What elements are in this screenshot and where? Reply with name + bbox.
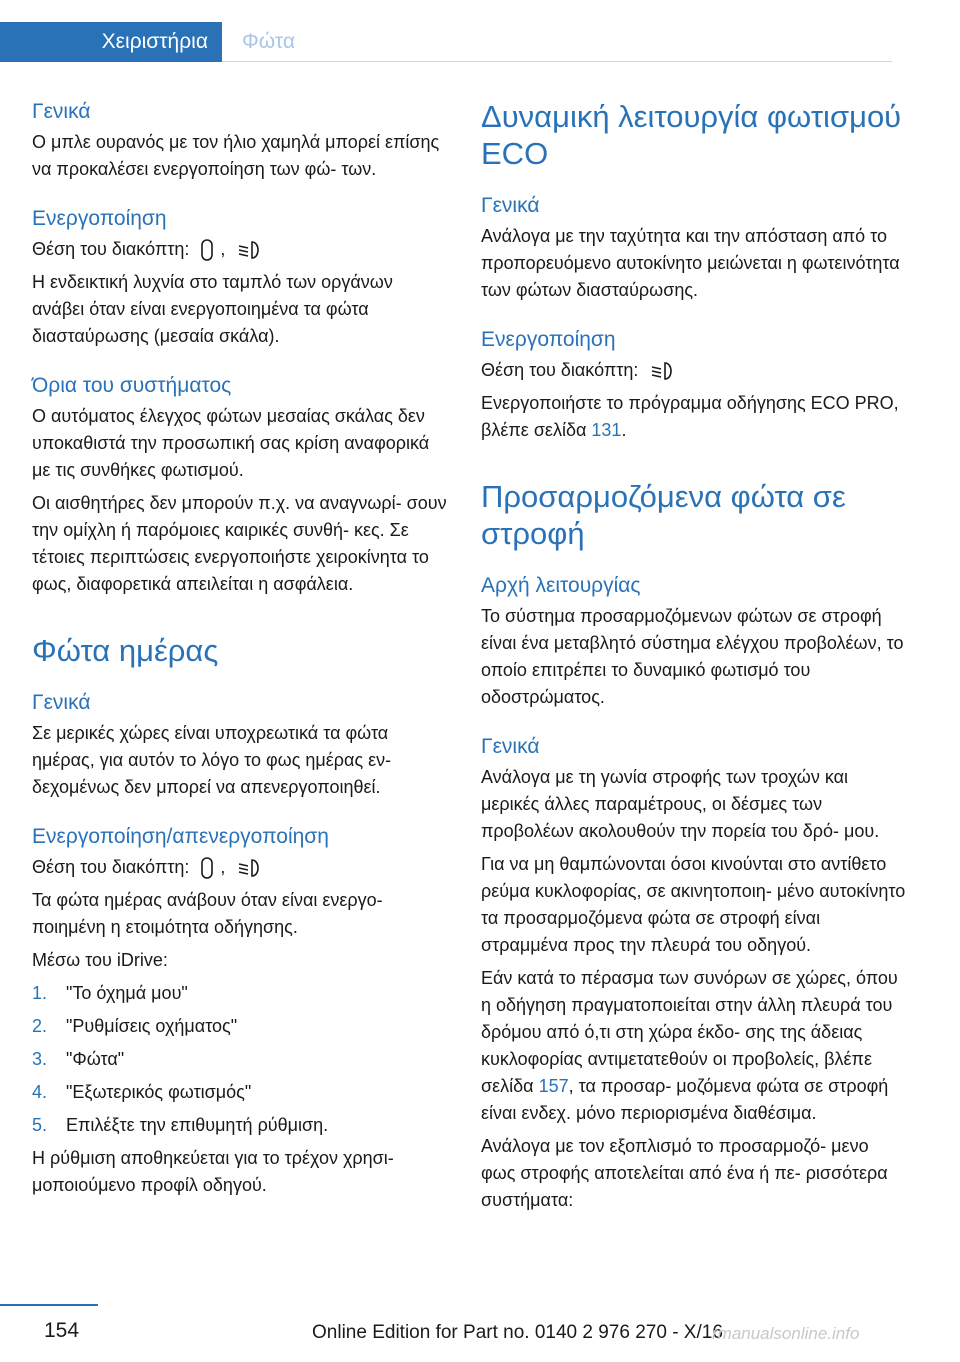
list-item: 5. Επιλέξτε την επιθυμητή ρύθμιση. [32,1115,329,1135]
tab-controls[interactable]: Χειριστήρια [0,22,222,62]
paragraph: Σε μερικές χώρες είναι υποχρεωτικά τα φώτα ημέρας, για αυτόν το λόγο το φως ημέρας εν‐ δεχομένως δεν μπορεί να απενεργοποιηθεί. [32,723,392,797]
page-link-157[interactable]: 157 [538,1076,569,1096]
subheading-principle: Αρχή λειτουργίας [481,574,641,597]
page-link-131[interactable]: 131 [591,420,622,440]
paragraph: Ο μπλε ουρανός με τον ήλιο χαμηλά μπορεί επίσης να προκαλέσει ενεργοποίηση των φώ‐ των. [32,132,440,179]
paragraph: Ενεργοποιήστε το πρόγραμμα οδήγησης ECO PRO, βλέπε σελίδα 131. [481,393,899,440]
subheading-system-limits: Όρια του συστήματος [32,374,232,397]
auto-light-icon [200,239,214,261]
paragraph: Η ενδεικτική λυχνία στο ταμπλό των οργάνων ανάβει όταν είναι ενεργοποιημένα τα φώτα διασταύρωσης (μεσαία σκάλα). [32,272,393,346]
edition-note: Online Edition for Part no. 0140 2 976 270 - X/16 [312,1322,723,1343]
switch-position-line: Θέση του διακόπτη: , [32,236,450,263]
paragraph: Μέσω του iDrive: [32,950,168,970]
section-title-adaptive-lights: Προσαρμοζόμενα φώτα σε στροφή [481,479,846,551]
subheading-general: Γενικά [32,691,91,714]
list-item: 4. "Εξωτερικός φωτισμός" [32,1082,252,1102]
subheading-activation: Ενεργοποίηση [32,207,167,230]
paragraph: Οι αισθητήρες δεν μπορούν π.χ. να αναγνωρί‐ σουν την ομίχλη ή παρόμοιες καιρικές συνθή‐ κες. Σε τέτοιες περιπτώσεις ενεργοποιήστε χειροκίνητα το φως, διαφορετικά απειλείται η ασφάλεια. [32,493,447,594]
idrive-steps-list [32,980,450,1139]
subheading-general: Γενικά [32,100,91,123]
subheading-activation-deactivation: Ενεργοποίηση/απενεργοποίηση [32,825,329,848]
header-divider [222,61,892,62]
switch-position-line: Θέση του διακόπτη: [481,357,906,384]
paragraph: Ανάλογα με τον εξοπλισμό το προσαρμοζό‐ μενο φως στροφής αποτελείται από ένα ή πε‐ ρισσότερα συστήματα: [481,1136,888,1210]
low-beam-icon [236,238,264,262]
switch-position-line: Θέση του διακόπτη: , [32,854,450,881]
subheading-activation: Ενεργοποίηση [481,328,616,351]
left-column [32,98,450,1205]
list-item: 3. "Φώτα" [32,1049,125,1069]
page-number: 154 [44,1319,80,1342]
subheading-general: Γενικά [481,735,540,758]
low-beam-icon [649,359,677,383]
paragraph: Ανάλογα με την ταχύτητα και την απόσταση από το προπορευόμενο αυτοκίνητο μειώνεται η φωτεινότητα των φώτων διασταύρωσης. [481,226,900,300]
paragraph: Τα φώτα ημέρας ανάβουν όταν είναι ενεργο‐ ποιημένη η ετοιμότητα οδήγησης. [32,890,383,937]
auto-light-icon [200,857,214,879]
right-column [481,98,906,1220]
list-item: 2. "Ρυθμίσεις οχήματος" [32,1016,238,1036]
footer-divider [0,1304,98,1306]
tab-lights[interactable]: Φώτα [242,30,295,53]
paragraph: Το σύστημα προσαρμοζόμενων φώτων σε στροφή είναι ένα μεταβλητό σύστημα ελέγχου προβολέων, το οποίο επιτρέπει το δυναμικό φωτισμό του οδοστρώματος. [481,606,904,707]
section-title-eco-lighting: Δυναμική λειτουργία φωτισμού ECO [481,99,902,171]
section-title-daytime-lights: Φώτα ημέρας [32,633,219,668]
subheading-general: Γενικά [481,194,540,217]
paragraph: Ανάλογα με τη γωνία στροφής των τροχών και μερικές άλλες παραμέτρους, οι δέσμες των προβολέων ακολουθούν την πορεία του δρό‐ μου. [481,767,880,841]
page-header [0,0,960,62]
watermark: rmanualsonline.info [712,1324,860,1343]
paragraph: Η ρύθμιση αποθηκεύεται για το τρέχον χρησι‐ μοποιούμενο προφίλ οδηγού. [32,1148,394,1195]
list-item: 1. "Το όχημά μου" [32,983,188,1003]
paragraph: Για να μη θαμπώνονται όσοι κινούνται στο αντίθετο ρεύμα κυκλοφορίας, σε ακινητοποιη‐ μένο αυτοκίνητο τα προσαρμοζόμενα φώτα σε στροφή είναι στραμμένα προς την πλευρά του οδηγού. [481,854,906,955]
low-beam-icon [236,856,264,880]
paragraph: Ο αυτόματος έλεγχος φώτων μεσαίας σκάλας δεν υποκαθιστά την προσωπική σας κρίση αναφορικά με τις συνθήκες φωτισμού. [32,406,430,480]
paragraph: Εάν κατά το πέρασμα των συνόρων σε χώρες, όπου η οδήγηση πραγματοποιείται στην άλλη πλευρά του δρόμου από ό,τι στη χώρα έκδο‐ σης της άδειας κυκλοφορίας αντιμετατεθούν οι προβολείς, βλέπε σελίδα 157, τα προσαρ‐ μοζόμενα φώτα σε στροφή είναι ενδεχ. μόνο περιορισμένα διαθέσιμα. [481,968,898,1123]
